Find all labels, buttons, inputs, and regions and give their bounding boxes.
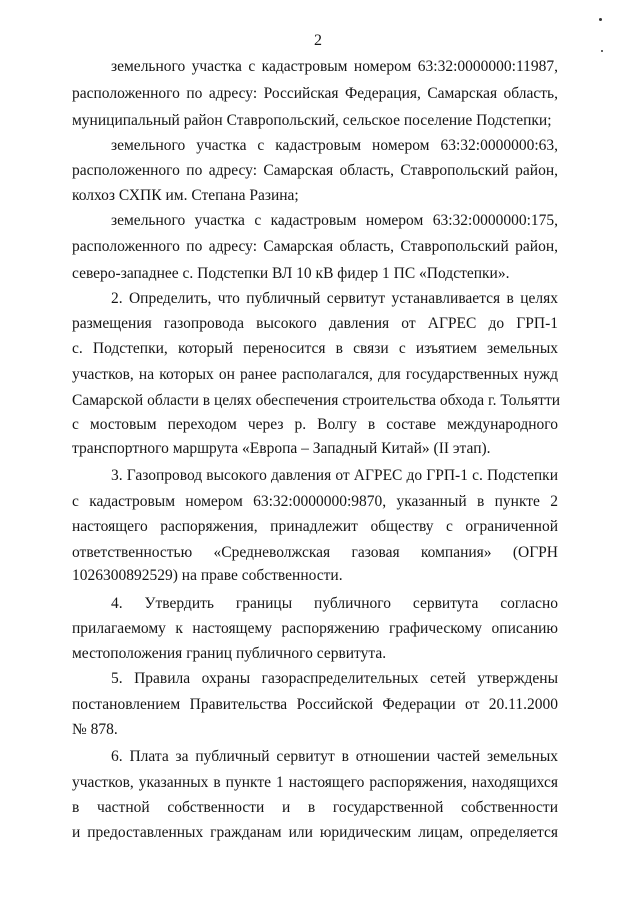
text-line: земельного участка с кадастровым номером 63:32:0000000:11987,: [111, 58, 558, 75]
text-line: с мостовым переходом через р. Волгу в составе международного: [72, 416, 558, 433]
text-line: транспортного маршрута «Европа – Западный Китай» (II этап).: [72, 440, 491, 457]
text-line: № 878.: [72, 721, 118, 738]
text-line: с кадастровым номером 63:32:0000000:9870, указанный в пункте 2: [72, 493, 558, 510]
text-line: настоящего распоряжения, принадлежит обществу с ограниченной: [72, 518, 558, 535]
text-line: с. Подстепки, который переносится в связи с изъятием земельных: [72, 340, 558, 357]
text-line: 4. Утвердить границы публичного сервитута согласно: [111, 595, 558, 612]
page-number: 2: [314, 32, 322, 49]
text-line: 1026300892529) на праве собственности.: [72, 567, 343, 584]
text-line: расположенного по адресу: Самарская область, Ставропольский район,: [72, 238, 558, 255]
scan-speck: [599, 18, 602, 21]
text-line: 2. Определить, что публичный сервитут устанавливается в целях: [111, 290, 558, 307]
text-line: земельного участка с кадастровым номером 63:32:0000000:63,: [111, 137, 558, 154]
text-line: постановлением Правительства Российской Федерации от 20.11.2000: [72, 696, 558, 713]
text-line: участков, указанных в пункте 1 настоящего распоряжения, находящихся: [72, 774, 558, 791]
text-line: ответственностью «Средневолжская газовая компания» (ОГРН: [72, 544, 558, 561]
text-line: расположенного по адресу: Российская Федерация, Самарская область,: [72, 85, 558, 102]
text-line: северо-западнее с. Подстепки ВЛ 10 кВ фидер 1 ПС «Подстепки».: [72, 265, 510, 282]
scan-speck: [601, 50, 603, 52]
text-line: в частной собственности и в государственной собственности: [72, 799, 558, 816]
text-line: прилагаемому к настоящему распоряжению графическому описанию: [72, 620, 558, 637]
text-line: размещения газопровода высокого давления от АГРЕС до ГРП-1: [72, 315, 558, 332]
text-line: колхоз СХПК им. Степана Разина;: [72, 187, 299, 204]
text-line: и предоставленных гражданам или юридическим лицам, определяется: [72, 824, 558, 841]
text-line: земельного участка с кадастровым номером 63:32:0000000:175,: [111, 212, 558, 229]
text-line: 5. Правила охраны газораспределительных сетей утверждены: [111, 670, 558, 687]
text-line: 3. Газопровод высокого давления от АГРЕС до ГРП-1 с. Подстепки: [111, 467, 558, 484]
text-line: Самарской области в целях обеспечения строительства обхода г. Тольятти: [72, 392, 561, 409]
text-line: местоположения границ публичного сервитута.: [72, 645, 387, 662]
text-line: участков, на которых он ранее располагался, для государственных нужд: [72, 366, 558, 383]
text-line: 6. Плата за публичный сервитут в отношении частей земельных: [111, 748, 558, 765]
text-line: расположенного по адресу: Самарская область, Ставропольский район,: [72, 162, 558, 179]
text-line: муниципальный район Ставропольский, сельское поселение Подстепки;: [72, 112, 552, 129]
